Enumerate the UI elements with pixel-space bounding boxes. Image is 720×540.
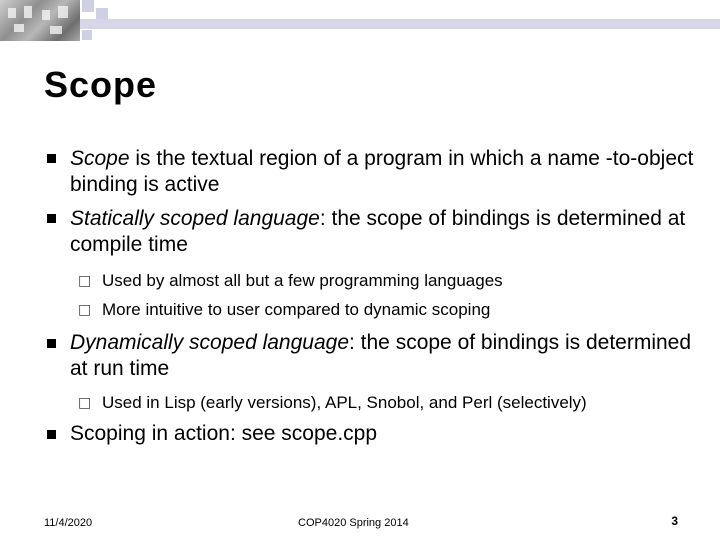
sub-bullet-marker-icon: □ bbox=[78, 302, 92, 318]
header-bar bbox=[80, 19, 720, 29]
decor-square bbox=[82, 30, 92, 40]
bullet-emphasis: Scope bbox=[70, 147, 130, 170]
page-number: 3 bbox=[671, 514, 678, 528]
sub-bullet-text: Used by almost all but a few programming languages bbox=[102, 271, 503, 290]
header-photo bbox=[0, 0, 80, 41]
slide-title: Scope bbox=[44, 64, 158, 105]
bullet-text: Statically scoped language: the scope of bindings is determined at compile time bbox=[70, 207, 686, 256]
bullet-emphasis: Statically scoped language bbox=[70, 207, 320, 230]
bullet-text: Dynamically scoped language: the scope of bindings is determined at run time bbox=[70, 331, 692, 380]
sub-bullet-marker-icon: □ bbox=[78, 273, 92, 289]
bullet-text: Scope is the textual region of a program in which a name -to-object binding is active bbox=[70, 147, 694, 196]
bullet-marker bbox=[47, 339, 56, 348]
footer-course: COP4020 Spring 2014 bbox=[298, 517, 409, 529]
sub-bullet-marker-icon: □ bbox=[78, 395, 92, 411]
bullet-marker bbox=[47, 430, 56, 439]
decor-square bbox=[82, 0, 94, 12]
sub-bullet-text: More intuitive to user compared to dynamic scoping bbox=[102, 300, 491, 319]
bullet-marker bbox=[47, 154, 56, 163]
footer-date: 11/4/2020 bbox=[44, 517, 93, 529]
bullet-emphasis: Dynamically scoped language bbox=[70, 331, 349, 354]
sub-bullet-text: Used in Lisp (early versions), APL, Snobol, and Perl (selectively) bbox=[102, 393, 587, 412]
bullet-marker bbox=[47, 214, 56, 223]
bullet-text: Scoping in action: see scope.cpp bbox=[70, 422, 378, 445]
